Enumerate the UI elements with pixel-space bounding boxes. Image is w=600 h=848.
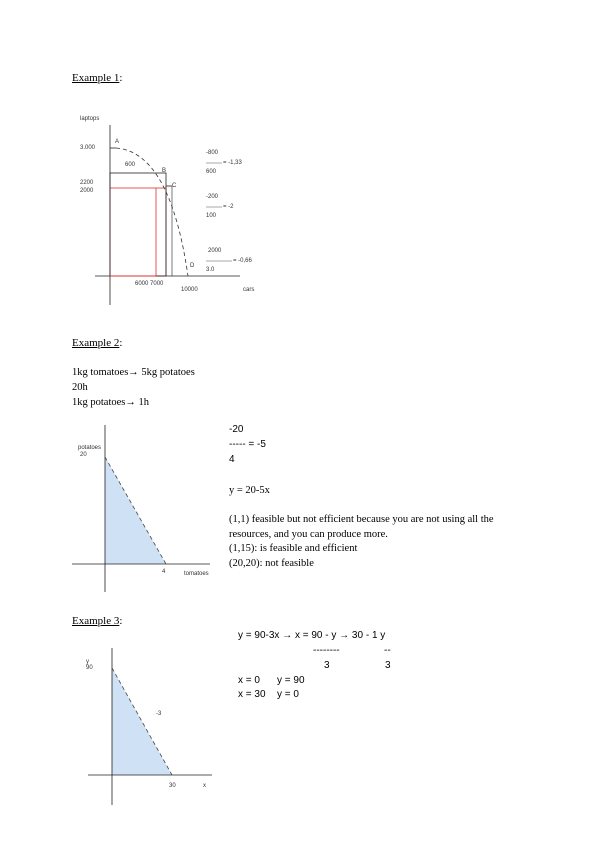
example1-f2-den: 100 [206,213,217,219]
example3-point1-y: y = 90 [277,675,305,686]
example3-point2-x: x = 30 [238,689,266,700]
example1-f1-den: 600 [206,169,217,175]
example3-den1: 3 [324,660,330,671]
example2-equation: y = 20-5x [229,485,270,496]
example3-slope-label: -3 [156,711,162,717]
example1-x-tick-6000-7000: 6000 7000 [135,281,164,287]
example1-f1-val: = -1,33 [223,160,242,166]
example2-line2: 20h [72,382,88,393]
example2-line3: 1kg potatoes→ 1h [72,397,149,408]
example3-den2: 3 [385,660,391,671]
example2-note2: (1,15): is feasible and efficient [229,543,358,554]
example3-dashes2: -- [384,645,391,656]
example2-heading-text: Example 2 [72,337,120,349]
example3-y-intercept: 90 [86,665,93,671]
example1-y-tick-3000: 3.000 [80,145,96,151]
example2-heading-colon: : [119,337,123,349]
example1-x-tick-10000: 10000 [181,287,198,293]
example3-point1-x: x = 0 [238,675,260,686]
example1-f1-num: -800 [206,150,219,156]
example1-x-axis-label: cars [243,287,255,293]
example3-dashes1: -------- [313,645,340,656]
example2-fraction-line: ----- = -5 [229,439,266,450]
example2-note1: (1,1) feasible but not efficient because you are not using all the [229,514,494,525]
example3-feasible-region [112,668,172,775]
example1-f3-den: 3.0 [206,267,215,273]
example1-seg-label-600: 600 [125,162,136,168]
example3-x-intercept: 30 [169,783,176,789]
example1-f3-val: = -0,66 [233,258,252,264]
example3-heading-colon: : [119,615,123,627]
example2-note3: (20,20): not feasible [229,558,314,569]
example2-y-intercept: 20 [80,452,87,458]
example2-x-intercept: 4 [162,569,166,575]
example1-f2-num: -200 [206,194,219,200]
example2-line1: 1kg tomatoes→ 5kg potatoes [72,367,195,378]
example2-note1b: resources, and you can produce more. [229,529,388,540]
example3-y-axis-label: y [86,659,89,665]
example2-y-axis-label: potatoes [78,445,102,451]
example1-heading-colon: : [119,72,123,84]
example3-eq-line: y = 90-3x → x = 90 - y → 30 - 1 y [238,630,386,641]
example2-fraction-den: 4 [229,454,235,465]
example1-heading-text: Example 1 [72,72,120,84]
example1-f3-num: 2000 [208,248,222,254]
example1-point-d: D [190,263,195,269]
example2-fraction-num: -20 [229,424,244,435]
example2-x-axis-label: tomatoes [184,571,209,577]
example3-point2-y: y = 0 [277,689,299,700]
example1-y-tick-2200: 2200 [80,180,94,186]
example1-point-a: A [115,139,120,145]
example1-y-axis-label: laptops [80,116,100,122]
example1-point-b: B [162,168,167,174]
example1-y-tick-2000: 2000 [80,188,94,194]
example3-x-axis-label: x [203,783,206,789]
example1-f2-val: = -2 [223,204,234,210]
example1-point-c: C [172,183,177,189]
example3-heading-text: Example 3 [72,615,120,627]
